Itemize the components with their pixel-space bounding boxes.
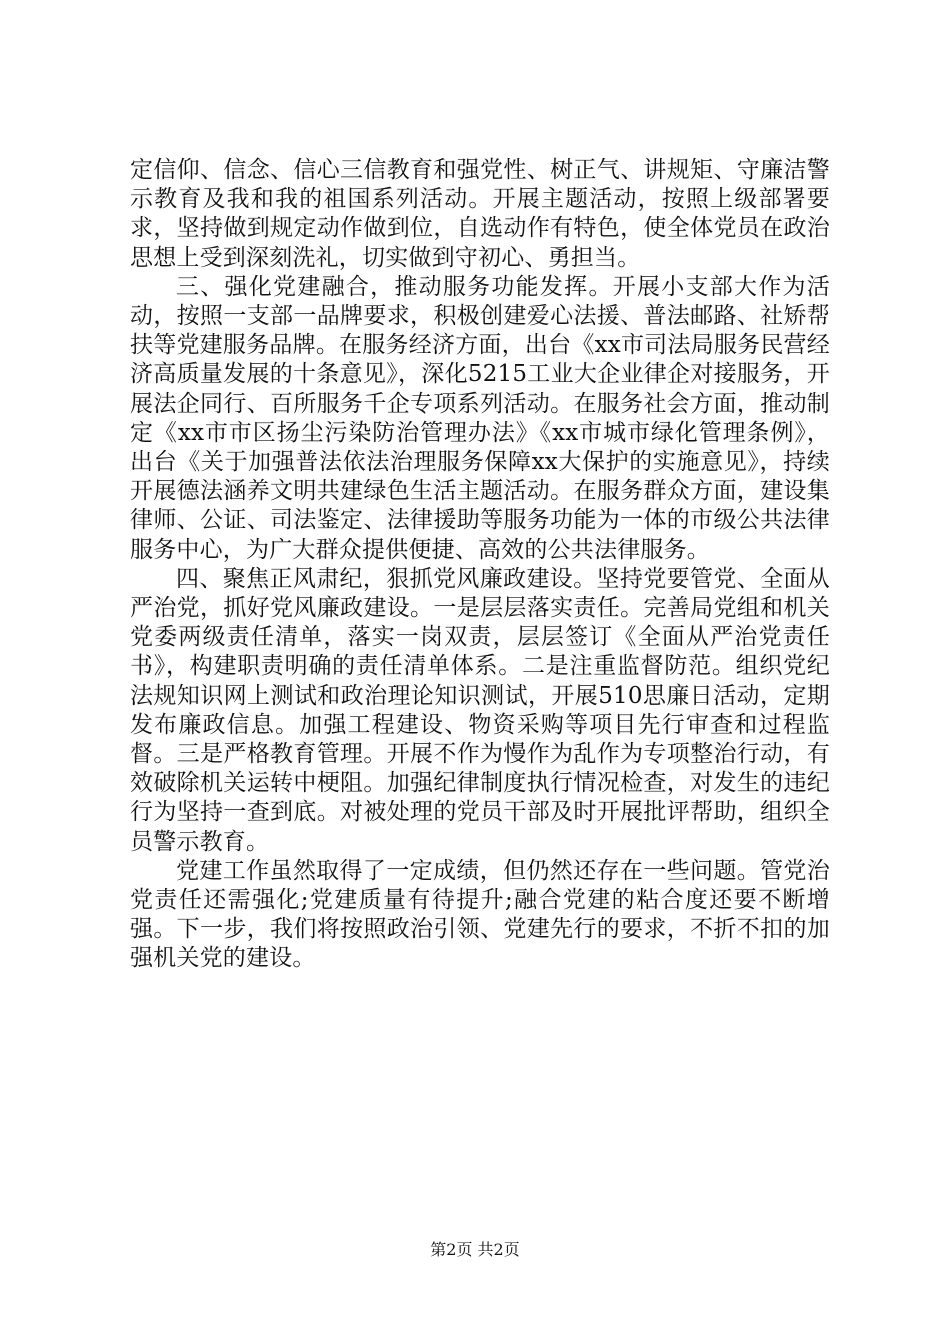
paragraph-1: 定信仰、信念、信心三信教育和强党性、树正气、讲规矩、守廉洁警示教育及我和我的祖国系列活动。开展主题活动，按照上级部署要求，坚持做到规定动作做到位，自选动作有特色，使全体党员在政治思想上受到深刻洗礼，切实做到守初心、勇担当。 [130, 157, 830, 271]
page-number: 第2页 [430, 1240, 473, 1259]
page-footer [0, 1240, 950, 1260]
paragraph-2: 三、强化党建融合，推动服务功能发挥。开展小支部大作为活动，按照一支部一品牌要求，积极创建爱心法援、普法邮路、社矫帮扶等党建服务品牌。在服务经济方面，出台《xx市司法局服务民营经济高质量发展的十条意见》，深化5215工业大企业律企对接服务，开展法企同行、百所服务千企专项系列活动。在服务社会方面，推动制定《xx市市区扬尘污染防治管理办法》《xx市城市绿化管理条例》，出台《关于加强普法依法治理服务保障xx大保护的实施意见》，持续开展德法涵养文明共建绿色生活主题活动。在服务群众方面，建设集律师、公证、司法鉴定、法律援助等服务功能为一体的市级公共法律服务中心，为广大群众提供便捷、高效的公共法律服务。 [130, 273, 830, 563]
document-body [130, 156, 830, 974]
paragraph-4: 党建工作虽然取得了一定成绩，但仍然还存在一些问题。管党治党责任还需强化;党建质量有待提升;融合党建的粘合度还要不断增强。下一步，我们将按照政治引领、党建先行的要求，不折不扣的加强机关党的建设。 [130, 857, 830, 972]
page-total: 共2页 [477, 1240, 520, 1259]
paragraph-3: 四、聚焦正风肃纪，狠抓党风廉政建设。坚持党要管党、全面从严治党，抓好党风廉政建设。一是层层落实责任。完善局党组和机关党委两级责任清单，落实一岗双责，层层签订《全面从严治党责任书》，构建职责明确的责任清单体系。二是注重监督防范。组织党纪法规知识网上测试和政治理论知识测试，开展510思廉日活动，定期发布廉政信息。加强工程建设、物资采购等项目先行审查和过程监督。三是严格教育管理。开展不作为慢作为乱作为专项整治行动，有效破除机关运转中梗阻。加强纪律制度执行情况检查，对发生的违纪行为坚持一查到底。对被处理的党员干部及时开展批评帮助，组织全员警示教育。 [130, 565, 830, 855]
